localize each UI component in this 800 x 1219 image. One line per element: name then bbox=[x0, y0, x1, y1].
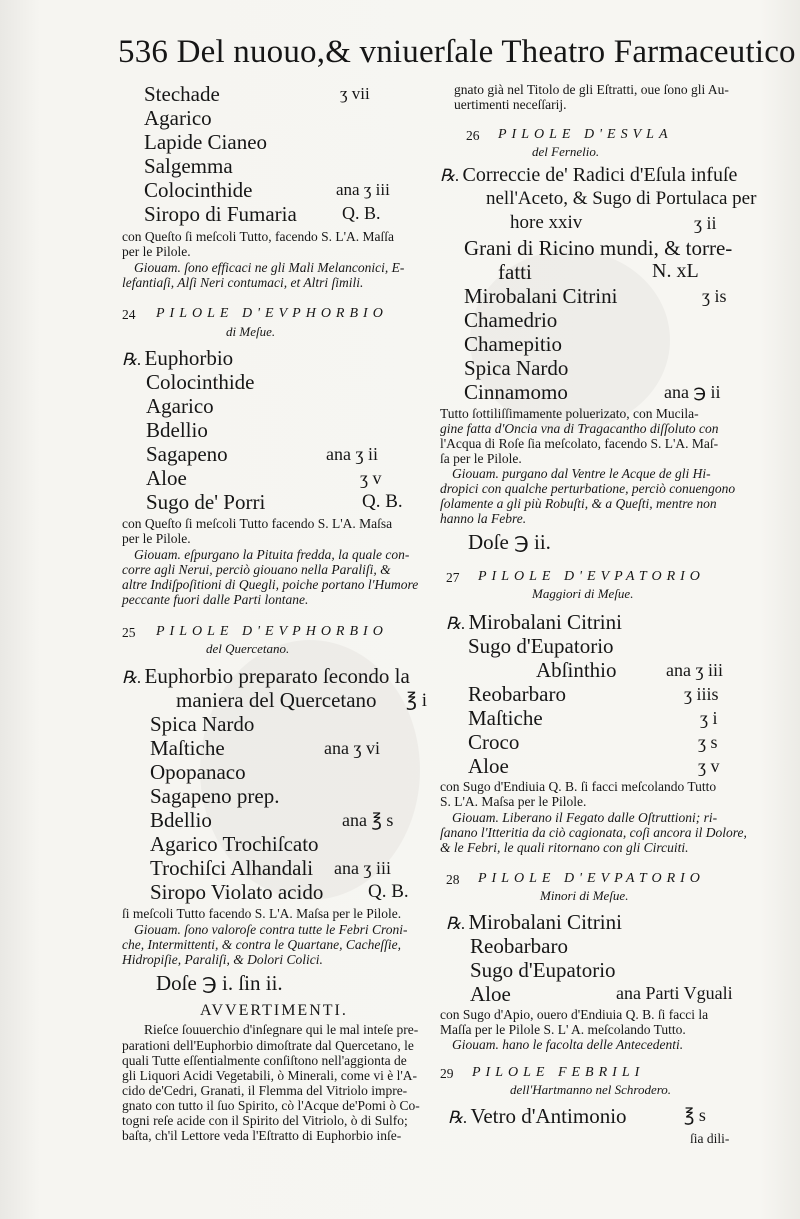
recipe-line bbox=[122, 346, 233, 371]
avvertimenti-heading: AVVERTIMENTI. bbox=[200, 1002, 348, 1019]
recipe-line bbox=[440, 164, 737, 187]
ingredient-name: Opopanaco bbox=[150, 760, 246, 784]
ingredient-qty: ana ℥ s bbox=[342, 810, 394, 830]
ingredient-name: Correccie de' Radici d'Eſula infuſe bbox=[462, 164, 738, 186]
ingredient-name: Sagapeno prep. bbox=[150, 784, 280, 808]
ingredient-name: Siropo Violato acido bbox=[150, 880, 324, 904]
ingredient-name: Croco bbox=[468, 730, 520, 754]
ingredient-name: nell'Aceto, & Sugo di Portulaca per bbox=[486, 188, 757, 209]
ingredient-qty: Q. B. bbox=[342, 203, 381, 223]
ingredient-name: Colocinthide bbox=[146, 370, 255, 394]
ingredient-name: Chamepitio bbox=[464, 332, 562, 356]
recipe-line bbox=[446, 610, 622, 635]
page-number: 536 bbox=[118, 34, 169, 70]
ingredient-qty: ʒ is bbox=[702, 286, 727, 306]
ingredient-name: hore xxiv bbox=[510, 212, 583, 233]
ingredient-qty: ana ʒ iii bbox=[666, 660, 723, 680]
ingredient-name: Cinnamomo bbox=[464, 380, 568, 404]
ingredient-qty: ana ʒ ii bbox=[326, 444, 378, 464]
section-subtitle: del Fernelio. bbox=[532, 144, 600, 159]
recipe-symbol: ℞. bbox=[440, 166, 460, 185]
text-line: Giouam. eſpurgano la Pituita fredda, la quale con- bbox=[134, 547, 410, 562]
ingredient-qty: ʒ ii bbox=[694, 213, 717, 233]
text-line: ſa per le Pilole. bbox=[440, 451, 522, 466]
text-line: togni reſe acide con il Spirito del Vitriolo, ò di Sulfo; bbox=[122, 1113, 408, 1128]
dose: Doſe ℈ i. ſin ii. bbox=[156, 971, 283, 995]
text-line: con Sugo d'Endiuia Q. B. ſi facci meſcolando Tutto bbox=[440, 779, 717, 794]
text-line: l'Acqua di Roſe ſia meſcolato, facendo S. L'A. Maſ- bbox=[440, 436, 719, 451]
ingredient-name: Stechade bbox=[144, 82, 220, 106]
text-line: gnato già nel Titolo de gli Eſtratti, oue ſono gli Au- bbox=[454, 82, 729, 97]
recipe-line bbox=[446, 910, 622, 935]
ingredient-qty: ℥ s bbox=[684, 1105, 706, 1125]
ingredient-name: Vetro d'Antimonio bbox=[470, 1104, 627, 1128]
text-line: ſanano l'Itteritia da ciò cagionata, coſi ancora il Dolore, bbox=[440, 825, 747, 840]
recipe-symbol: ℞. bbox=[122, 668, 142, 687]
text-line: Giouam. purgano dal Ventre le Acque de gli Hi- bbox=[452, 466, 711, 481]
ingredient-name: Spica Nardo bbox=[464, 356, 569, 380]
ingredient-name: Mirobalani Citrini bbox=[468, 910, 622, 934]
text-line: altre Indiſpoſitioni di Quegli, poiche portano l'Humore bbox=[122, 577, 419, 592]
section-number: 27 bbox=[446, 570, 460, 585]
ingredient-name: Colocinthide bbox=[144, 178, 253, 202]
running-head bbox=[118, 34, 796, 71]
ingredient-name: Grani di Ricino mundi, & torre- bbox=[464, 236, 733, 260]
text-line: Tutto ſottiliſſimamente poluerizato, con Mucila- bbox=[440, 406, 699, 421]
text-line: quali Tutte eſſentialmente conſiſtono nell'aggionta de bbox=[122, 1053, 407, 1068]
text-line: uertimenti neceſſarij. bbox=[454, 97, 567, 112]
text-line: ſi meſcoli Tutto facendo S. L'A. Maſsa per le Pilole. bbox=[122, 906, 402, 921]
section-title: PILOLE D'EVPHORBIO bbox=[156, 624, 388, 639]
ingredient-qty: ana Parti Vguali bbox=[616, 983, 733, 1003]
text-line: parationi dell'Euphorbio dimoſtrate dal Quercetano, le bbox=[122, 1038, 414, 1053]
ingredient-qty: ʒ iiis bbox=[684, 684, 719, 704]
ingredient-name: Aloe bbox=[468, 754, 509, 778]
text-line: Rieſce ſouuerchio d'inſegnare qui le mal inteſe pre- bbox=[144, 1022, 419, 1037]
text-line: ſolamente a gli più Robuſti, & a Queſti, mentre non bbox=[440, 496, 717, 511]
recipe-line bbox=[122, 664, 410, 689]
ingredient-qty: Q. B. bbox=[368, 881, 409, 902]
text-line: lefantiaſi, Alſi Neri contumaci, et Altri ſimili. bbox=[122, 275, 364, 290]
text-line: gine fatta d'Oncia vna di Tragacantho diſſoluto con bbox=[440, 421, 719, 436]
recipe-symbol: ℞. bbox=[446, 614, 466, 633]
ingredient-name: Mirobalani Citrini bbox=[464, 284, 618, 308]
recipe-symbol: ℞. bbox=[122, 350, 142, 369]
ingredient-name: Spica Nardo bbox=[150, 712, 255, 736]
ingredient-name: Sugo d'Eupatorio bbox=[468, 634, 614, 658]
section-title: PILOLE D'EVPATORIO bbox=[478, 871, 705, 886]
ingredient-name: Euphorbio preparato ſecondo la bbox=[144, 664, 410, 688]
ingredient-qty: ana ℈ ii bbox=[664, 382, 721, 402]
dose: Doſe ℈ ii. bbox=[468, 530, 551, 554]
section-title: PILOLE D'ESVLA bbox=[498, 127, 673, 142]
ingredient-qty: ʒ vii bbox=[340, 84, 370, 103]
section-title: PILOLE D'EVPHORBIO bbox=[156, 306, 388, 321]
ingredient-name: Bdellio bbox=[146, 418, 208, 442]
ingredient-name: Sugo de' Porri bbox=[146, 490, 266, 514]
ingredient-qty: ana ʒ iii bbox=[336, 180, 390, 199]
ingredient-name: maniera del Quercetano bbox=[176, 688, 377, 712]
ingredient-name: Mirobalani Citrini bbox=[468, 610, 622, 634]
ingredient-name: Siropo di Fumaria bbox=[144, 202, 297, 226]
ingredient-name: Sugo d'Eupatorio bbox=[470, 958, 616, 982]
catchword: ſia dili- bbox=[690, 1131, 730, 1146]
ingredient-qty: ʒ v bbox=[698, 756, 720, 776]
ingredient-name: Sagapeno bbox=[146, 442, 228, 466]
text-line: con Queſto ſi meſcoli Tutto, facendo S. L'A. Maſſa bbox=[122, 229, 395, 244]
text-line: & le Febri, le quali ritornano con gli Circuiti. bbox=[440, 840, 689, 855]
text-line: Giouam. ſono efficaci ne gli Mali Melanconici, E- bbox=[134, 260, 405, 275]
recipe-symbol: ℞. bbox=[446, 914, 466, 933]
section-number: 25 bbox=[122, 625, 136, 640]
ingredient-name: Agarico bbox=[144, 106, 212, 130]
section-title: PILOLE FEBRILI bbox=[472, 1065, 645, 1080]
ingredient-qty: Q. B. bbox=[362, 491, 403, 512]
ingredient-name: Agarico Trochiſcato bbox=[150, 832, 319, 856]
section-subtitle: del Quercetano. bbox=[206, 641, 290, 656]
section-subtitle: Maggiori di Meſue. bbox=[532, 586, 634, 601]
ingredient-name: Euphorbio bbox=[144, 346, 234, 370]
ingredient-qty: ʒ v bbox=[360, 468, 382, 488]
ingredient-name: Salgemma bbox=[144, 154, 233, 178]
ingredient-name: Reobarbaro bbox=[470, 934, 568, 958]
ingredient-name: Trochiſci Alhandali bbox=[150, 856, 314, 880]
text-line: peccante fuori dalle Parti lontane. bbox=[122, 592, 309, 607]
text-line: per le Pilole. bbox=[122, 531, 191, 546]
ingredient-name: Aloe bbox=[470, 982, 511, 1006]
section-subtitle: Minori di Meſue. bbox=[540, 888, 629, 903]
running-title: Del nuouo,& vniuerſale Theatro Farmaceutico bbox=[176, 34, 796, 70]
text-line: baſta, ch'il Lettore veda l'Eſtratto di Euphorbio inſe- bbox=[122, 1128, 402, 1143]
ingredient-qty: ʒ i bbox=[700, 708, 718, 728]
text-line: Giouam. ſono valoroſe contra tutte le Febri Croni- bbox=[134, 922, 408, 937]
text-line: con Queſto ſi meſcoli Tutto facendo S. L'A. Maſsa bbox=[122, 516, 393, 531]
text-line: corre agli Nerui, perciò giouano nella Paraliſi, & bbox=[122, 562, 391, 577]
text-line: cido de'Cedri, Granati, il Flemma del Vitriolo impre- bbox=[122, 1083, 408, 1098]
recipe-symbol: ℞. bbox=[448, 1108, 468, 1127]
ingredient-name: Bdellio bbox=[150, 808, 212, 832]
text-line: hanno la Febre. bbox=[440, 511, 527, 526]
ingredient-name: Maſtiche bbox=[468, 706, 543, 730]
section-subtitle: di Meſue. bbox=[226, 324, 276, 339]
section-number: 29 bbox=[440, 1066, 454, 1081]
text-line: gnato con tutto il ſuo Spirito, cò l'Acque de'Pomi ò Co- bbox=[122, 1098, 420, 1113]
text-line: Giouam. Liberano il Fegato dalle Oſtruttioni; ri- bbox=[452, 810, 718, 825]
ingredient-qty: ana ʒ vi bbox=[324, 738, 380, 758]
ingredient-name: Aloe bbox=[146, 466, 187, 490]
text-line: Maſſa per le Pilole S. L' A. meſcolando Tutto. bbox=[440, 1022, 686, 1037]
section-number: 24 bbox=[122, 307, 136, 322]
text-line: gli Liquori Acidi Vegetabili, ò Minerali, come vi è l'A- bbox=[122, 1068, 417, 1083]
section-subtitle: dell'Hartmanno nel Schrodero. bbox=[510, 1082, 672, 1097]
ingredient-qty: N. xL bbox=[652, 260, 699, 282]
text-line: con Sugo d'Apio, ouero d'Endiuia Q. B. ſi facci la bbox=[440, 1007, 709, 1022]
ingredient-name: Maſtiche bbox=[150, 736, 225, 760]
ingredient-name: fatti bbox=[498, 260, 532, 284]
ingredient-name: Reobarbaro bbox=[468, 682, 566, 706]
recipe-line bbox=[448, 1104, 627, 1129]
section-number: 26 bbox=[466, 128, 480, 143]
text-line: che, Intermittenti, & contra le Quartane, Cacheſſie, bbox=[122, 937, 401, 952]
ingredient-qty: ʒ s bbox=[698, 732, 718, 752]
text-line: Hidropiſie, Paraliſi, & Dolori Colici. bbox=[122, 952, 323, 967]
text-line: Giouam. hano le facolta delle Antecedenti. bbox=[452, 1037, 684, 1052]
ingredient-name: Chamedrio bbox=[464, 308, 558, 332]
section-number: 28 bbox=[446, 872, 460, 887]
text-line: per le Pilole. bbox=[122, 244, 191, 259]
ingredient-name: Abſinthio bbox=[536, 658, 617, 682]
section-title: PILOLE D'EVPATORIO bbox=[478, 569, 705, 584]
text-line: dropici con qualche perturbatione, perciò conuengono bbox=[440, 481, 736, 496]
text-line: S. L'A. Maſsa per le Pilole. bbox=[440, 794, 587, 809]
ingredient-name: Lapide Cianeo bbox=[144, 130, 268, 154]
ingredient-qty: ana ʒ iii bbox=[334, 858, 391, 878]
ingredient-name: Agarico bbox=[146, 394, 214, 418]
ingredient-qty: ℥ i bbox=[406, 690, 428, 711]
